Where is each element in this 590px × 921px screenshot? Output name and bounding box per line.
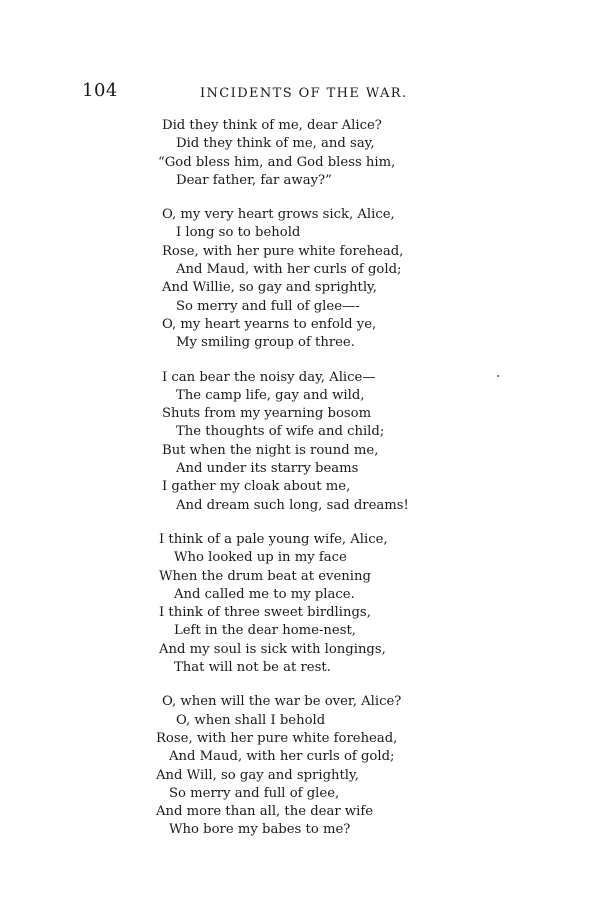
stanza-5: [0, 693, 590, 839]
poem-line: Did they think of me, dear Alice?: [162, 118, 382, 133]
poem-line: And called me to my place.: [174, 586, 355, 602]
poem-line: O, when will the war be over, Alice?: [162, 694, 402, 710]
poem-line: And more than all, the dear wife: [156, 804, 374, 820]
poem-line: I can bear the noisy day, Alice—: [162, 369, 376, 385]
poem-line: Who looked up in my face: [174, 550, 347, 566]
poem-line: Left in the dear home-nest,: [174, 623, 356, 639]
poem-line: I long so to behold: [176, 225, 301, 241]
poem-line: I gather my cloak about me,: [162, 479, 351, 495]
poem-line: And Willie, so gay and sprightly,: [162, 280, 377, 296]
poem-line: Shuts from my yearning bosom: [162, 406, 372, 422]
poem-line: Did they think of me, and say,: [176, 136, 375, 152]
poem-line: But when the night is round me,: [162, 442, 379, 458]
poem-line: So merry and full of glee—-: [176, 298, 360, 314]
poem-line: Who bore my babes to me?: [169, 822, 351, 838]
poem-line: I think of three sweet birdlings,: [159, 605, 371, 621]
poem-line: “God bless him, and God bless him,: [158, 154, 396, 170]
poem-line: I think of a pale young wife, Alice,: [159, 531, 388, 547]
stanza-4: [0, 531, 590, 677]
poem-line: And my soul is sick with longings,: [159, 641, 386, 657]
poem-line: Rose, with her pure white forehead,: [162, 243, 404, 259]
ink-speck: [497, 375, 499, 377]
page-header: [0, 80, 590, 104]
poem-line: And Will, so gay and sprightly,: [156, 767, 359, 783]
poem-line: And dream such long, sad dreams!: [176, 497, 409, 513]
stanza-3: [0, 369, 590, 515]
poem-line: And Maud, with her curls of gold;: [169, 749, 395, 765]
poem: [0, 117, 590, 856]
poem-line: The thoughts of wife and child;: [176, 424, 385, 440]
poem-line: Rose, with her pure white forehead,: [156, 730, 398, 746]
poem-line: So merry and full of glee,: [169, 785, 340, 801]
poem-line: O, when shall I behold: [176, 712, 326, 728]
poem-line: And Maud, with her curls of gold;: [176, 262, 402, 278]
poem-line: That will not be at rest.: [174, 660, 331, 676]
poem-line: Dear father, far away?”: [176, 172, 332, 188]
poem-line: O, my very heart grows sick, Alice,: [162, 207, 395, 223]
poem-line: O, my heart yearns to enfold ye,: [162, 316, 377, 332]
poem-line: When the drum beat at evening: [159, 568, 371, 584]
running-title: INCIDENTS OF THE WAR.: [200, 86, 408, 101]
poem-line: And under its starry beams: [176, 461, 359, 477]
poem-line: The camp life, gay and wild,: [176, 387, 365, 403]
poem-line: My smiling group of three.: [176, 335, 355, 351]
stanza-1: [0, 117, 590, 190]
stanza-2: [0, 206, 590, 352]
page-number: 104: [82, 80, 118, 101]
